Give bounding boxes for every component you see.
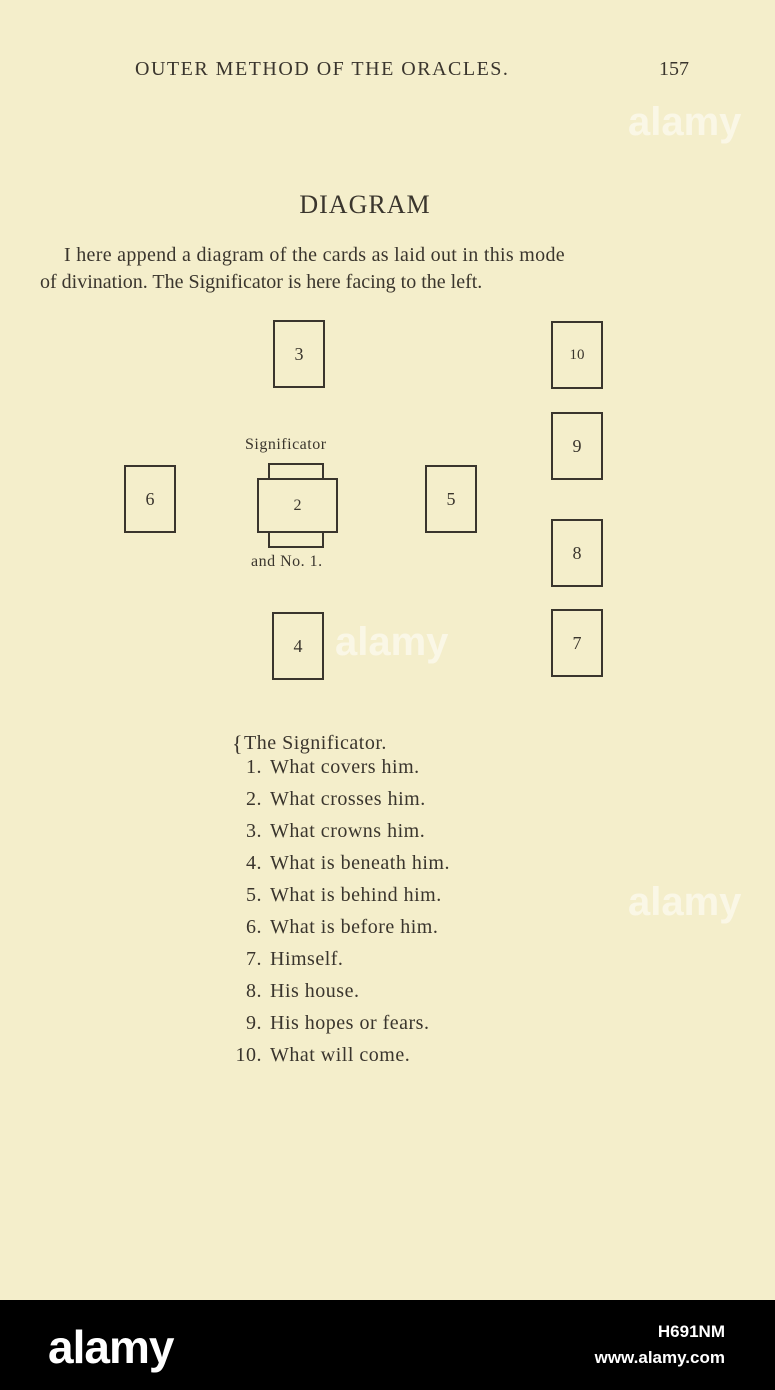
legend-number: 2.: [246, 788, 262, 810]
legend-text: The Significator.: [244, 732, 387, 754]
stock-footer-bar: [0, 1300, 775, 1390]
image-id: H691NM: [657, 1322, 725, 1341]
legend-number: 1.: [246, 756, 262, 778]
legend-text: What is before him.: [270, 916, 439, 938]
card-3: 3: [273, 320, 325, 388]
legend-item: [232, 884, 442, 907]
card-6: 6: [124, 465, 176, 533]
card-9: 9: [551, 412, 603, 480]
site-url: www.alamy.com: [594, 1348, 725, 1367]
legend-number: 7.: [246, 948, 262, 970]
legend-number: 9.: [246, 1012, 262, 1034]
watermark: alamy: [628, 880, 742, 924]
legend-item: [232, 916, 438, 939]
legend-text: What crowns him.: [270, 820, 426, 842]
watermark: alamy: [335, 620, 449, 664]
card-8: 8: [551, 519, 603, 587]
legend-item: [232, 1012, 429, 1035]
legend-number: 5.: [246, 884, 262, 906]
legend-number: 10.: [235, 1044, 262, 1066]
legend-text: What will come.: [270, 1044, 411, 1066]
legend-number: 6.: [246, 916, 262, 938]
section-title: DIAGRAM: [299, 190, 431, 219]
running-head: OUTER METHOD OF THE ORACLES.: [135, 58, 510, 80]
legend-text: His house.: [270, 980, 360, 1002]
legend-item: [232, 852, 450, 875]
card-10: 10: [551, 321, 603, 389]
card-2: 2: [257, 478, 338, 533]
legend-text: Himself.: [270, 948, 344, 970]
brace-glyph: {: [232, 731, 244, 756]
legend-text: What covers him.: [270, 756, 420, 778]
legend-number: 4.: [246, 852, 262, 874]
legend-text: What crosses him.: [270, 788, 426, 810]
card-4: 4: [272, 612, 324, 680]
card-7: 7: [551, 609, 603, 677]
page-number: 157: [659, 58, 689, 80]
legend-text: His hopes or fears.: [270, 1012, 430, 1034]
legend-text: What is beneath him.: [270, 852, 450, 874]
alamy-logo: alamy: [48, 1321, 174, 1373]
intro-line: I here append a diagram of the cards as laid out in this mode: [64, 244, 565, 266]
legend-number: 3.: [246, 820, 262, 842]
intro-line: of divination. The Significator is here facing to the left.: [40, 271, 483, 293]
legend-item: [244, 732, 387, 755]
legend-item: [232, 788, 426, 811]
legend-text: What is behind him.: [270, 884, 442, 906]
legend-item: [232, 980, 359, 1003]
intro-paragraph: [40, 242, 692, 296]
legend-item: [232, 820, 425, 843]
significator-label: Significator: [245, 436, 327, 453]
legend-item: [232, 756, 420, 779]
legend-number: 8.: [246, 980, 262, 1002]
card-1-label: and No. 1.: [251, 553, 323, 570]
legend-item: [232, 948, 343, 971]
watermark: alamy: [628, 100, 742, 144]
card-5: 5: [425, 465, 477, 533]
legend-item: [232, 1044, 410, 1067]
